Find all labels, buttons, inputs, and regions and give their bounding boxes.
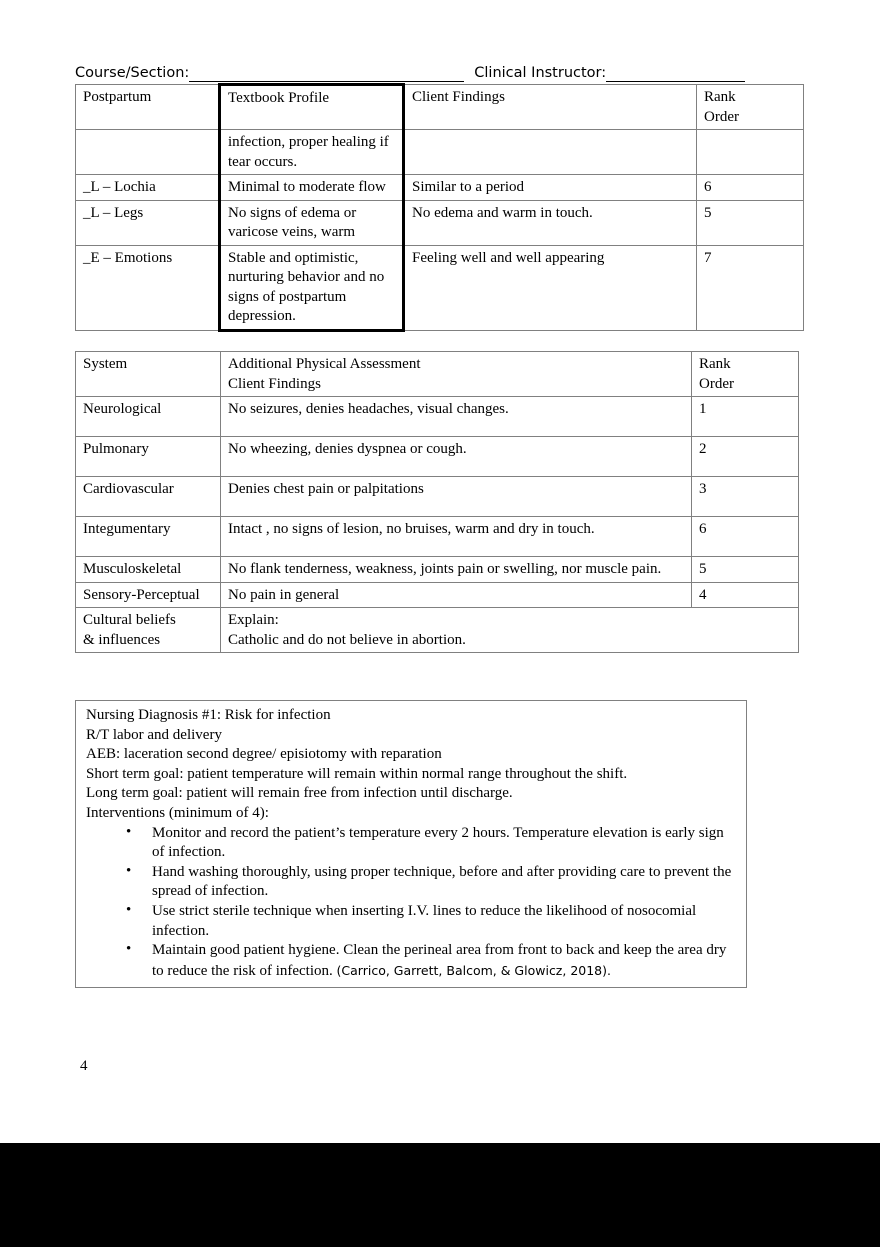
rank-header-line-2: Order <box>704 108 739 125</box>
row-system <box>76 608 221 653</box>
explain-text: Catholic and do not believe in abortion. <box>228 631 466 648</box>
table-row-cultural-beliefs <box>76 608 799 653</box>
row-client-findings: No pain in general <box>221 582 692 608</box>
row-rank-order: 6 <box>697 175 804 201</box>
table-row <box>76 175 804 201</box>
row-label: _E – Emotions <box>76 245 220 330</box>
column-header-system: System <box>76 352 221 397</box>
column-header-additional-assessment <box>221 352 692 397</box>
table-row <box>76 245 804 330</box>
row-textbook-profile: Minimal to moderate flow <box>220 175 404 201</box>
intervention-text: Use strict sterile technique when inserting I.V. lines to reduce the likelihood of nosocomial infection. <box>152 902 697 939</box>
additional-assessment-table <box>75 351 799 653</box>
row-system: Integumentary <box>76 517 221 557</box>
row-rank-order: 6 <box>692 517 799 557</box>
list-item <box>126 824 738 863</box>
table-row <box>76 397 799 437</box>
cultural-label-line-2: & influences <box>83 631 161 648</box>
clinical-instructor-blank[interactable] <box>606 67 745 82</box>
row-client-findings: Feeling well and well appearing <box>404 245 697 330</box>
interventions-heading: Interventions (minimum of 4): <box>86 804 269 821</box>
row-system: Cardiovascular <box>76 477 221 517</box>
row-system: Neurological <box>76 397 221 437</box>
list-item <box>126 941 738 981</box>
nursing-diagnosis-box <box>75 700 747 988</box>
short-term-goal: Short term goal: patient temperature will remain within normal range throughout the shift. <box>86 765 628 782</box>
list-item <box>126 863 738 902</box>
column-header-client-findings: Client Findings <box>404 85 697 130</box>
table-row <box>76 582 799 608</box>
column-header-textbook-profile: Textbook Profile <box>220 85 404 130</box>
row-client-findings: No flank tenderness, weakness, joints pain or swelling, nor muscle pain. <box>221 557 692 583</box>
row-system: Musculoskeletal <box>76 557 221 583</box>
row-client-findings: No edema and warm in touch. <box>404 200 697 245</box>
row-system: Pulmonary <box>76 437 221 477</box>
assessment-header-line-2: Client Findings <box>228 375 321 392</box>
row-client-findings: No wheezing, denies dyspnea or cough. <box>221 437 692 477</box>
table-row <box>76 200 804 245</box>
intervention-citation: (Carrico, Garrett, Balcom, & Glowicz, 2018). <box>336 962 611 978</box>
table-header-row <box>76 352 799 397</box>
row-rank-order: 1 <box>692 397 799 437</box>
row-client-findings: No seizures, denies headaches, visual changes. <box>221 397 692 437</box>
nursing-diagnosis-title: Nursing Diagnosis #1: Risk for infection <box>86 707 331 723</box>
row-textbook-profile: No signs of edema or varicose veins, warm <box>220 200 404 245</box>
course-section-blank[interactable] <box>189 67 464 82</box>
interventions-list <box>86 824 738 982</box>
row-client-findings <box>404 130 697 175</box>
bottom-black-bar <box>0 1143 880 1247</box>
row-rank-order: 4 <box>692 582 799 608</box>
intervention-text: Hand washing thoroughly, using proper technique, before and after providing care to prevent the spread of infection. <box>152 863 732 900</box>
rank-header-line-1: Rank <box>704 89 736 105</box>
table-row <box>76 130 804 175</box>
column-header-postpartum: Postpartum <box>76 85 220 130</box>
row-rank-order: 5 <box>692 557 799 583</box>
page-number: 4 <box>80 1058 88 1074</box>
intervention-text: Monitor and record the patient’s temperature every 2 hours. Temperature elevation is early sign of infection. <box>152 824 724 861</box>
nursing-diagnosis-aeb: AEB: laceration second degree/ episiotomy with reparation <box>86 746 442 763</box>
rank-header-line-2: Order <box>699 375 734 392</box>
row-client-findings: Intact , no signs of lesion, no bruises, warm and dry in touch. <box>221 517 692 557</box>
row-label <box>76 130 220 175</box>
cultural-label-line-1: Cultural beliefs <box>83 612 176 628</box>
clinical-instructor-label: Clinical Instructor: <box>474 65 607 81</box>
row-label: _L – Lochia <box>76 175 220 201</box>
row-label: _L – Legs <box>76 200 220 245</box>
row-system: Sensory-Perceptual <box>76 582 221 608</box>
long-term-goal: Long term goal: patient will remain free from infection until discharge. <box>86 785 513 802</box>
row-client-findings: Denies chest pain or palpitations <box>221 477 692 517</box>
table-header-row <box>76 85 804 130</box>
row-textbook-profile: Stable and optimistic, nurturing behavior and no signs of postpartum depression. <box>220 245 404 330</box>
row-rank-order <box>697 130 804 175</box>
row-rank-order: 7 <box>697 245 804 330</box>
row-textbook-profile: infection, proper healing if tear occurs. <box>220 130 404 175</box>
column-header-rank-order <box>692 352 799 397</box>
list-item <box>126 902 738 941</box>
row-rank-order: 5 <box>697 200 804 245</box>
column-header-rank-order <box>697 85 804 130</box>
table-row <box>76 437 799 477</box>
table-row <box>76 477 799 517</box>
postpartum-assessment-table <box>75 83 804 332</box>
row-client-findings: Similar to a period <box>404 175 697 201</box>
table-row <box>76 557 799 583</box>
row-rank-order: 2 <box>692 437 799 477</box>
form-header-line <box>75 60 757 82</box>
intervention-text: Maintain good patient hygiene. Clean the perineal area from front to back and keep the area dry to reduce the risk of infection. <box>152 942 727 979</box>
row-rank-order: 3 <box>692 477 799 517</box>
rank-header-line-1: Rank <box>699 356 731 372</box>
row-cultural-explanation <box>221 608 799 653</box>
explain-label: Explain: <box>228 612 279 628</box>
nursing-diagnosis-rt: R/T labor and delivery <box>86 726 222 743</box>
table-row <box>76 517 799 557</box>
course-section-label: Course/Section: <box>75 65 190 81</box>
assessment-header-line-1: Additional Physical Assessment <box>228 356 421 372</box>
